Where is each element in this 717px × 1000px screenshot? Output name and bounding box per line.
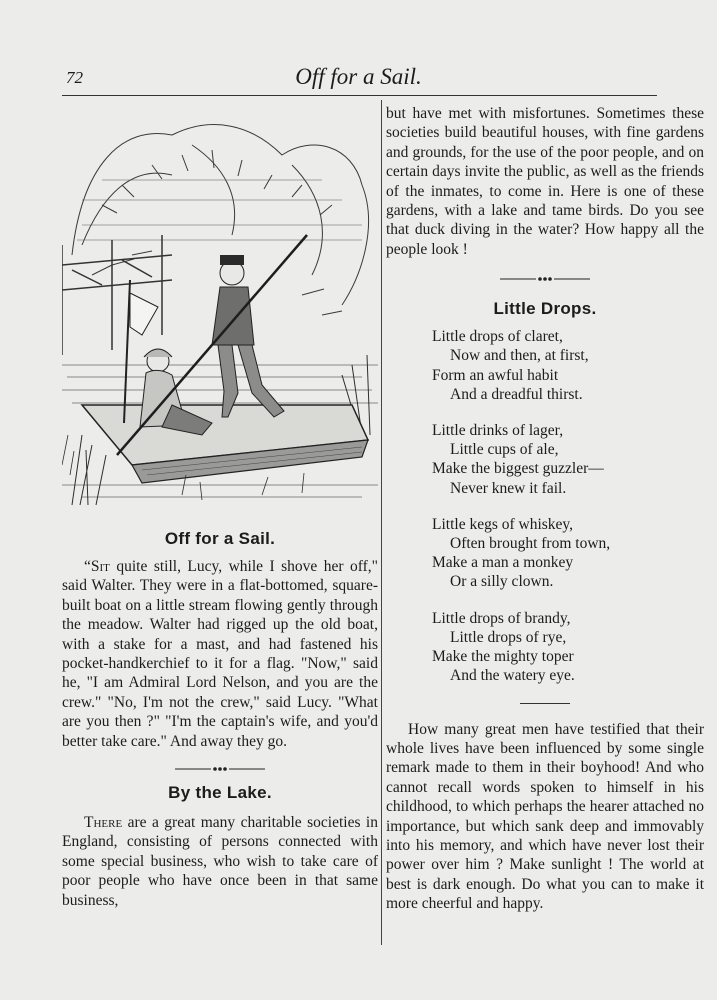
poem-line: Make a man a monkey xyxy=(432,554,574,572)
running-title: Off for a Sail. xyxy=(295,64,422,89)
ornament-divider-icon xyxy=(175,765,265,773)
running-head xyxy=(60,64,657,92)
poem-line: Little drops of brandy, xyxy=(432,609,571,627)
poem-line: Little kegs of whiskey, xyxy=(432,515,574,533)
closing-paragraph: How many great men have testified that their whole lives have been influenced by some single remark made to them in their boyhood! And who cannot recall words spoken to himself in his childhood, to which perhaps the hearer attached no importance, but which sank deep and immovably into his memory, and which have never lost their power over him ? Make sunlight ! The world at best is dark enough. Do what you can to make it more cheerful and happy. xyxy=(386,720,704,913)
poem-line: Little drops of rye, xyxy=(450,628,567,646)
column-divider xyxy=(381,100,382,945)
poem-line: Little cups of ale, xyxy=(450,441,559,459)
dropcap-word: Sit xyxy=(90,558,110,575)
right-column xyxy=(386,104,704,914)
poem-line: Never knew it fail. xyxy=(450,479,567,497)
poem-line: And the watery eye. xyxy=(450,667,575,685)
poem-line: Form an awful habit xyxy=(432,366,559,384)
header-rule xyxy=(62,95,657,96)
poem-stanza xyxy=(432,609,704,686)
poem-line: Now and then, at first, xyxy=(450,347,589,365)
poem-stanza xyxy=(432,421,704,498)
poem-line: Little drops of claret, xyxy=(432,328,563,346)
poem-line: Or a silly clown. xyxy=(450,573,554,591)
poem-stanza xyxy=(432,327,704,404)
poem-line: Make the mighty toper xyxy=(432,648,574,666)
poem-title: Little Drops. xyxy=(493,299,597,319)
engraving-boy-poling-punt-girl-with-flag-icon xyxy=(62,105,378,515)
story-text-lake-left: are a great many charitable societies in England, consisting of persons connected with some special business, who wish to take care of poor people who have once been in that same business, xyxy=(62,814,378,909)
poem-line: Little drinks of lager, xyxy=(432,422,564,440)
poem-line: And a dreadful thirst. xyxy=(450,385,583,403)
page-number: 72 xyxy=(66,68,83,87)
story-body-lake-right: but have met with misfortunes. Sometimes these societies build beautiful houses, with fine gardens and grounds, for the use of the poor people, and on certain days invite the public, as well as the friends of the inmates, to come in. Here is one of these gardens, with a lake and tame birds. Do you see that duck diving in the water? How happy all the people look ! xyxy=(386,105,704,258)
lead-word: There xyxy=(84,814,123,832)
story-body-sail: “Sit quite still, Lucy, while I shove her off," said Walter. They were in a flat-bottomed, square-built boat on a little stream flowing gently through the meadow. Walter had rigged up the old boat, with a stake for a mast, and had fastened his pocket-handkerchief to it for a flag. "Now," said he, "I am Admiral Lord Nelson, and you are the crew." "No, I'm not the crew," said Lucy. "What are you then ?" "I'm the captain's wife, and you'd better take care." And away they go. xyxy=(62,558,378,750)
left-column xyxy=(62,105,378,910)
poem-line: Often brought from town, xyxy=(450,535,611,553)
ornament-divider-icon xyxy=(500,275,590,283)
poem-line: Make the biggest guzzler— xyxy=(432,460,604,478)
poem-stanza xyxy=(432,515,704,592)
story-title-sail: Off for a Sail. xyxy=(164,529,276,548)
poem xyxy=(432,327,704,685)
story-title-lake: By the Lake. xyxy=(168,783,272,803)
story-text-sail: quite still, Lucy, while I shove her off," said Walter. They were in a flat-bottomed, square-built boat on a little stream flowing gently through the meadow. Walter had rigged up the old boat, with a stake for a mast, and had fastened his pocket-handkerchief to it for a flag. "Now," said he, "I am Admiral Lord Nelson, and you are the crew." "No, I'm not the crew," said Lucy. "What are you then ?" "I'm the captain's wife, and you'd better take care." And away they go. xyxy=(62,558,378,750)
story-body-lake-left xyxy=(62,813,378,910)
